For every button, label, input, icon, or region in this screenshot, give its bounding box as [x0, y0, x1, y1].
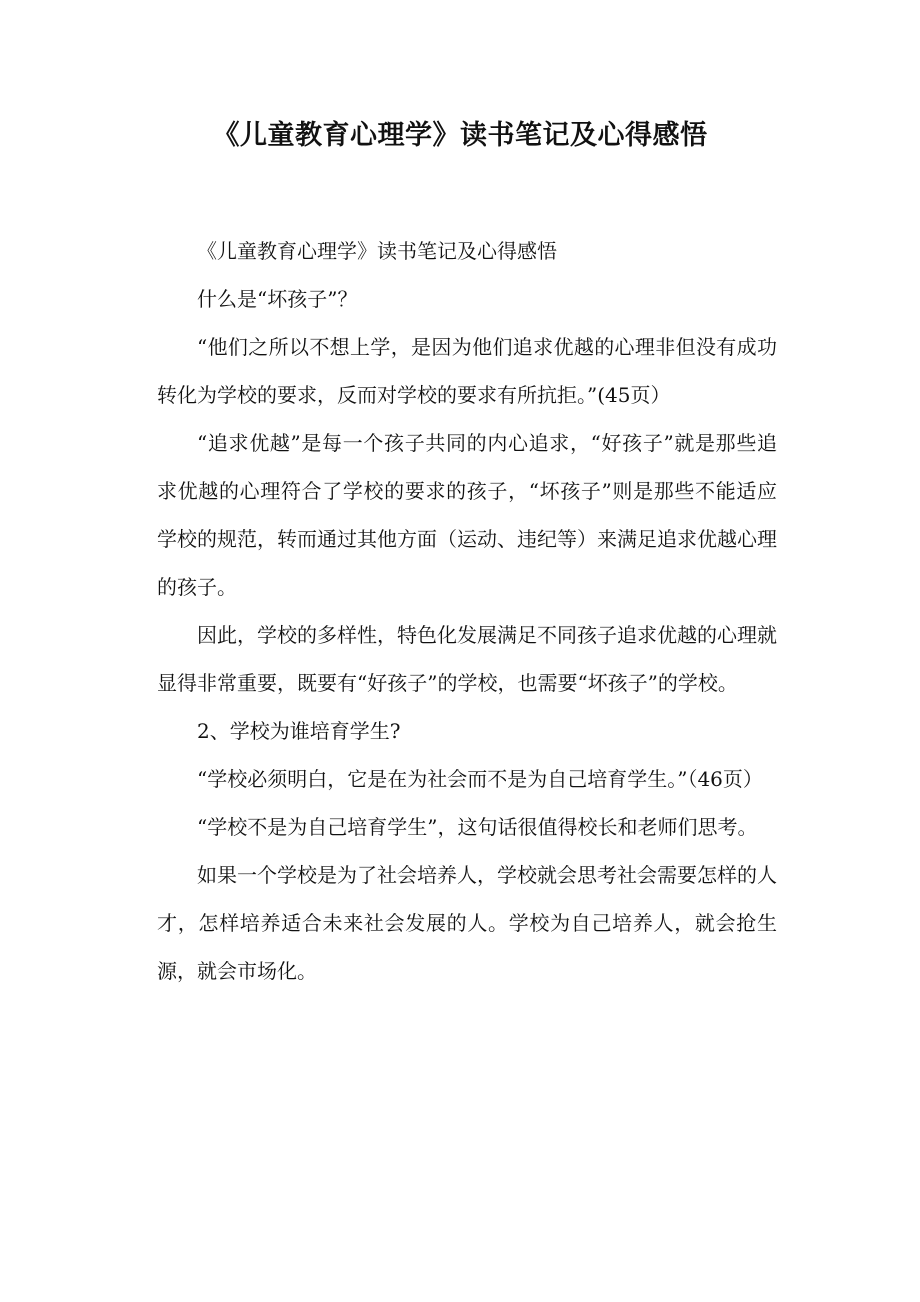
- paragraph-quote-page-45: “他们之所以不想上学，是因为他们追求优越的心理非但没有成功转化为学校的要求，反而对学校的要求有所抗拒。”(45页）: [157, 335, 777, 407]
- paragraph-quote-page-46: “学校必须明白，它是在为社会而不是为自己培育学生。”（46页）: [197, 767, 763, 791]
- document-title: 《儿童教育心理学》读书笔记及心得感悟: [212, 120, 708, 151]
- document-body: [157, 227, 777, 995]
- paragraph-pursuit-of-superiority: “追求优越”是每一个孩子共同的内心追求，“好孩子”就是那些追求优越的心理符合了学校的要求的孩子，“坏孩子”则是那些不能适应学校的规范，转而通过其他方面（运动、违纪等）来满足追求优越心理的孩子。: [157, 431, 777, 599]
- paragraph-subtitle: 《儿童教育心理学》读书笔记及心得感悟: [197, 239, 557, 263]
- paragraph-reflection: “学校不是为自己培育学生”，这句话很值得校长和老师们思考。: [197, 815, 758, 839]
- paragraph-question-school-purpose: 2、学校为谁培育学生?: [197, 719, 401, 743]
- paragraph-school-diversity: 因此，学校的多样性，特色化发展满足不同孩子追求优越的心理就显得非常重要，既要有“好孩子”的学校，也需要“坏孩子”的学校。: [157, 623, 777, 695]
- paragraph-question-bad-child: 什么是“坏孩子”？: [197, 287, 358, 311]
- paragraph-society-vs-self: 如果一个学校是为了社会培养人，学校就会思考社会需要怎样的人才，怎样培养适合未来社会发展的人。学校为自己培养人，就会抢生源，就会市场化。: [157, 863, 777, 983]
